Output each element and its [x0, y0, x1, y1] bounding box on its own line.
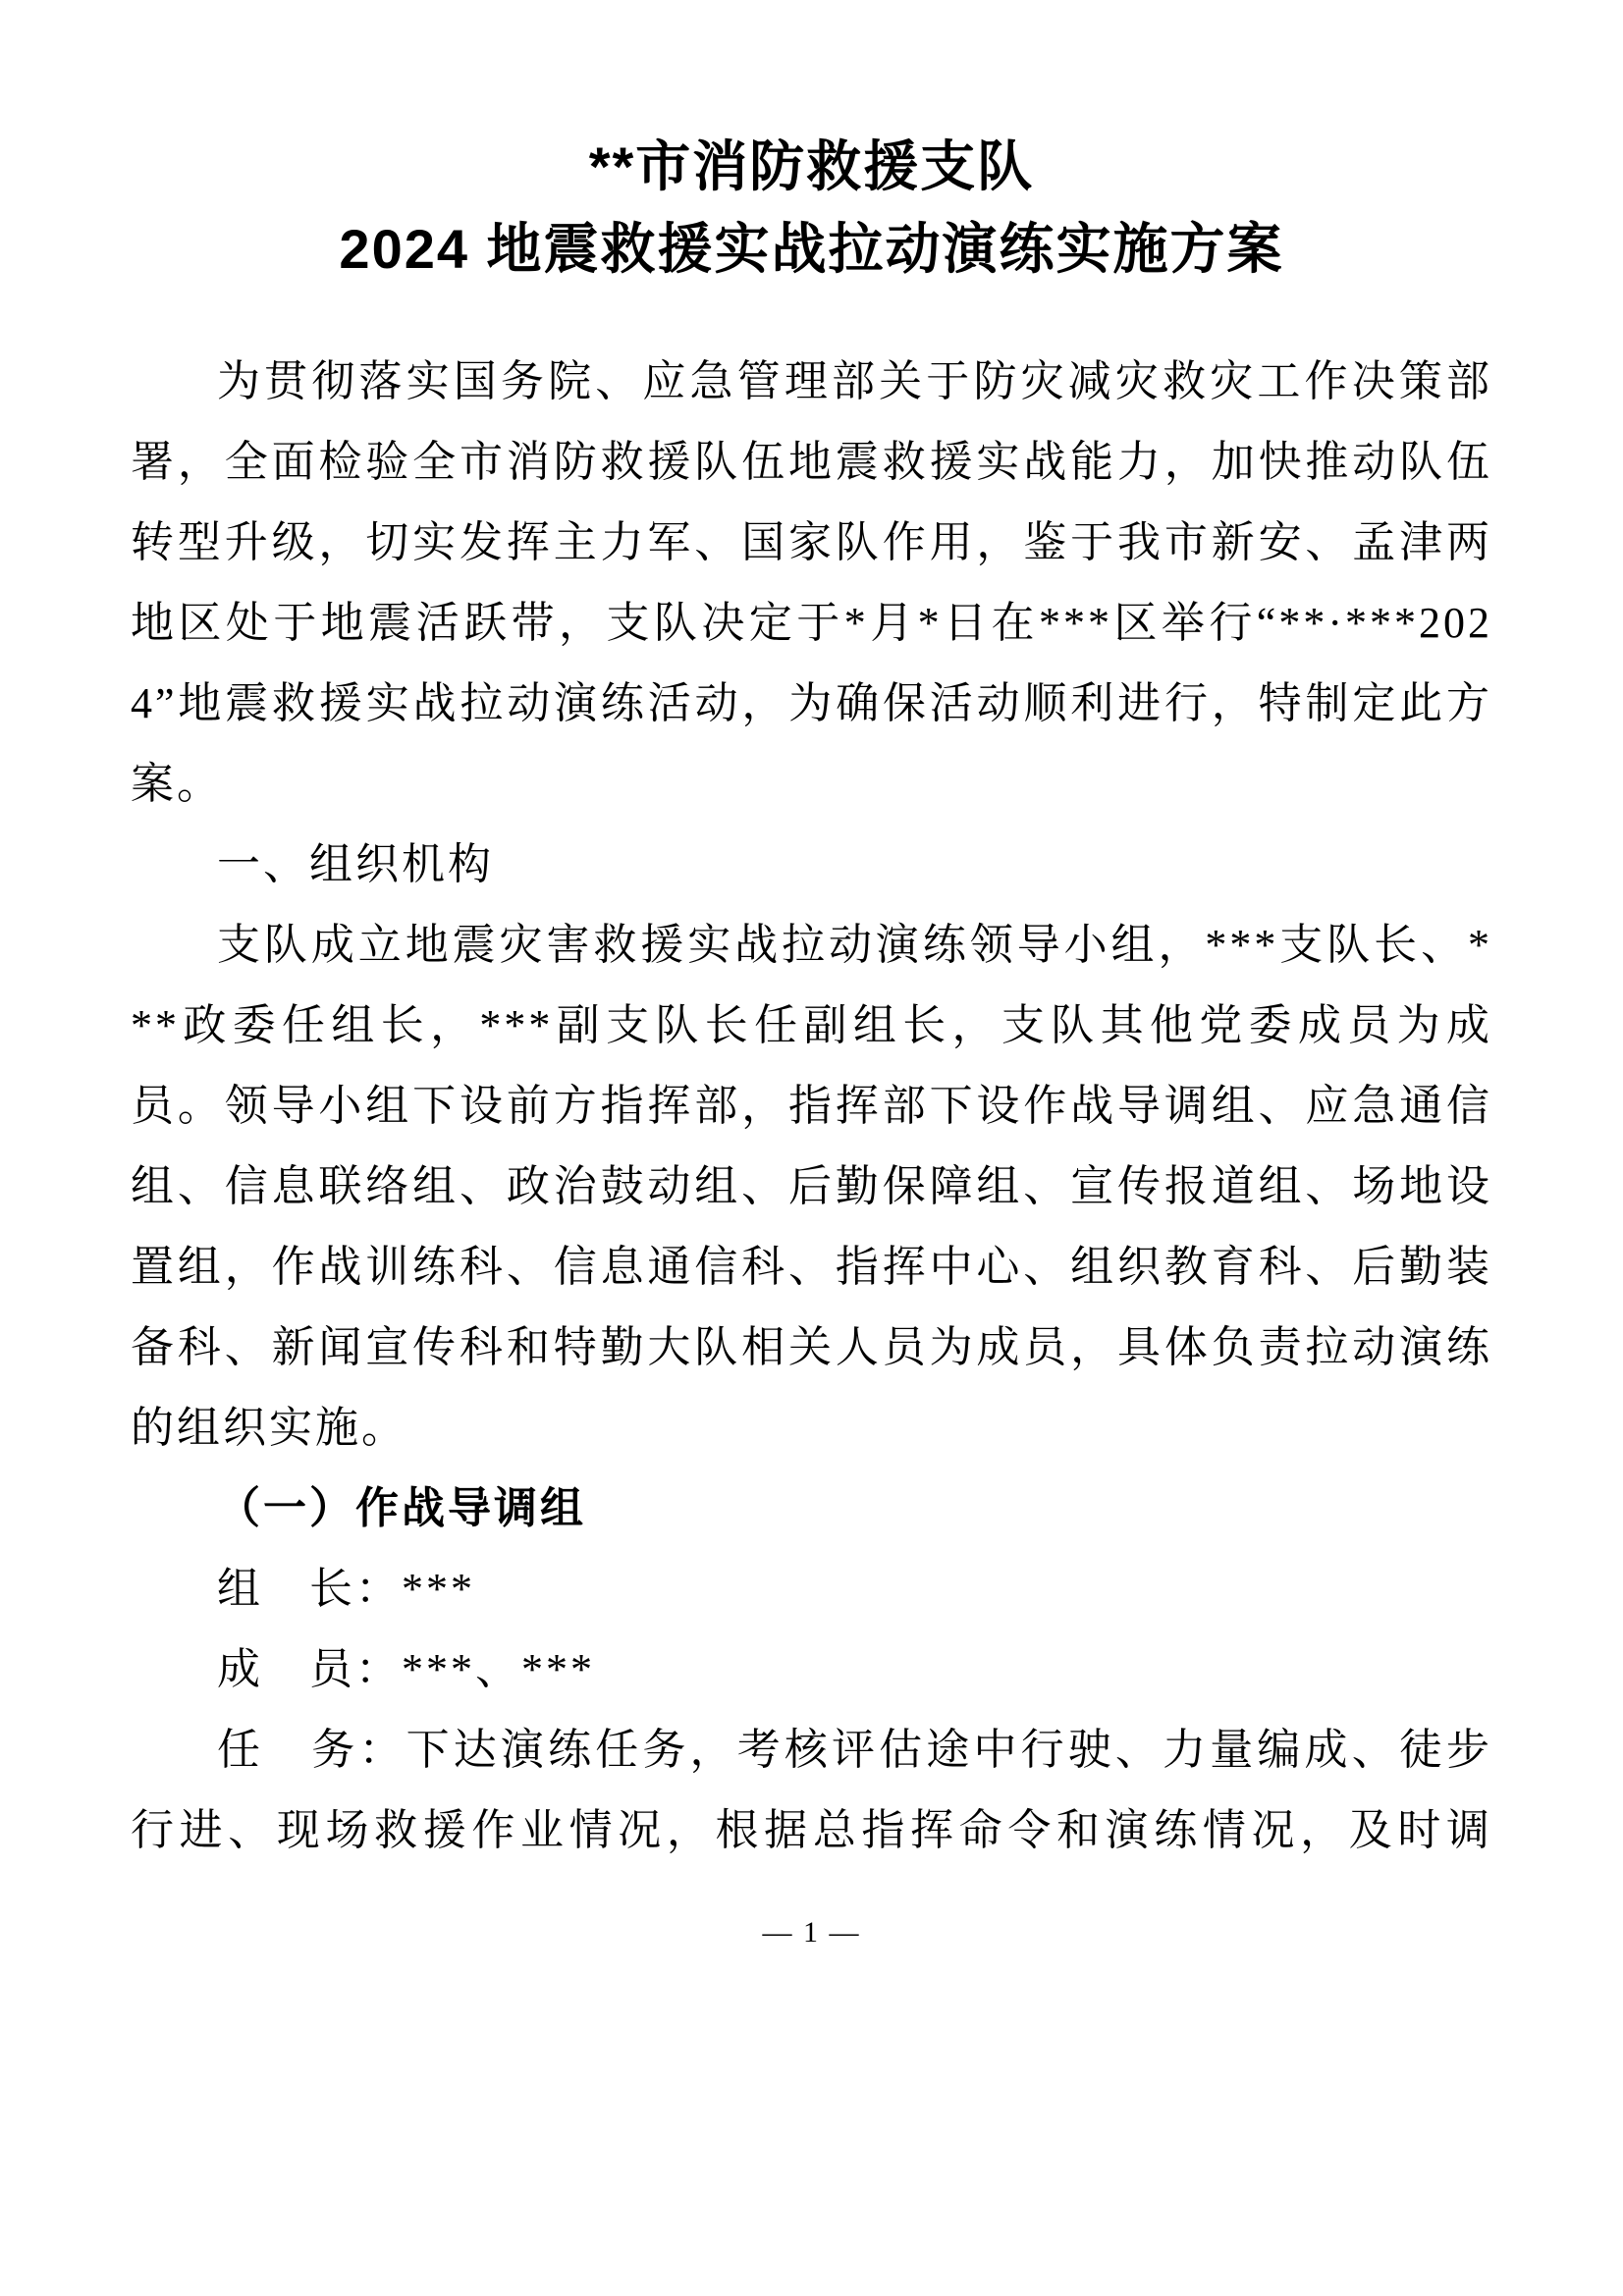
- line-group-leader: 组 长：***: [217, 1565, 475, 1613]
- page-number-text: — 1 —: [762, 1916, 861, 1949]
- document-body: [131, 342, 1492, 1871]
- section-heading-organization: 一、组织机构: [217, 840, 494, 888]
- page-number: [0, 1916, 1623, 1949]
- paragraph-intro: 为贯彻落实国务院、应急管理部关于防灾减灾救灾工作决策部署，全面检验全市消防救援队伍地震救援实战能力，加快推动队伍转型升级，切实发挥主力军、国家队作用，鉴于我市新安、孟津两地区处于地震活跃带，支队决定于*月*日在***区举行“**·***2024”地震救援实战拉动演练活动，为确保活动顺利进行，特制定此方案。: [131, 357, 1492, 808]
- document-title: [131, 126, 1492, 291]
- document-content: [131, 126, 1492, 1871]
- subsection-heading-combat-guidance-group: （一）作战导调组: [217, 1484, 586, 1532]
- line-group-members: 成 员：***、***: [217, 1645, 595, 1693]
- paragraph-organization: 支队成立地震灾害救援实战拉动演练领导小组，***支队长、***政委任组长，***副支队长任副组长，支队其他党委成员为成员。领导小组下设前方指挥部，指挥部下设作战导调组、应急通信组、信息联络组、政治鼓动组、后勤保障组、宣传报道组、场地设置组，作战训练科、信息通信科、指挥中心、组织教育科、后勤装备科、新闻宣传科和特勤大队相关人员为成员，具体负责拉动演练的组织实施。: [131, 921, 1492, 1452]
- title-line-2: 2024 地震救援实战拉动演练实施方案: [339, 218, 1284, 280]
- title-line-1: **市消防救援支队: [588, 135, 1035, 197]
- paragraph-group-tasks: 任 务：下达演练任务，考核评估途中行驶、力量编成、徒步行进、现场救援作业情况，根据总指挥命令和演练情况，及时调: [131, 1726, 1492, 1854]
